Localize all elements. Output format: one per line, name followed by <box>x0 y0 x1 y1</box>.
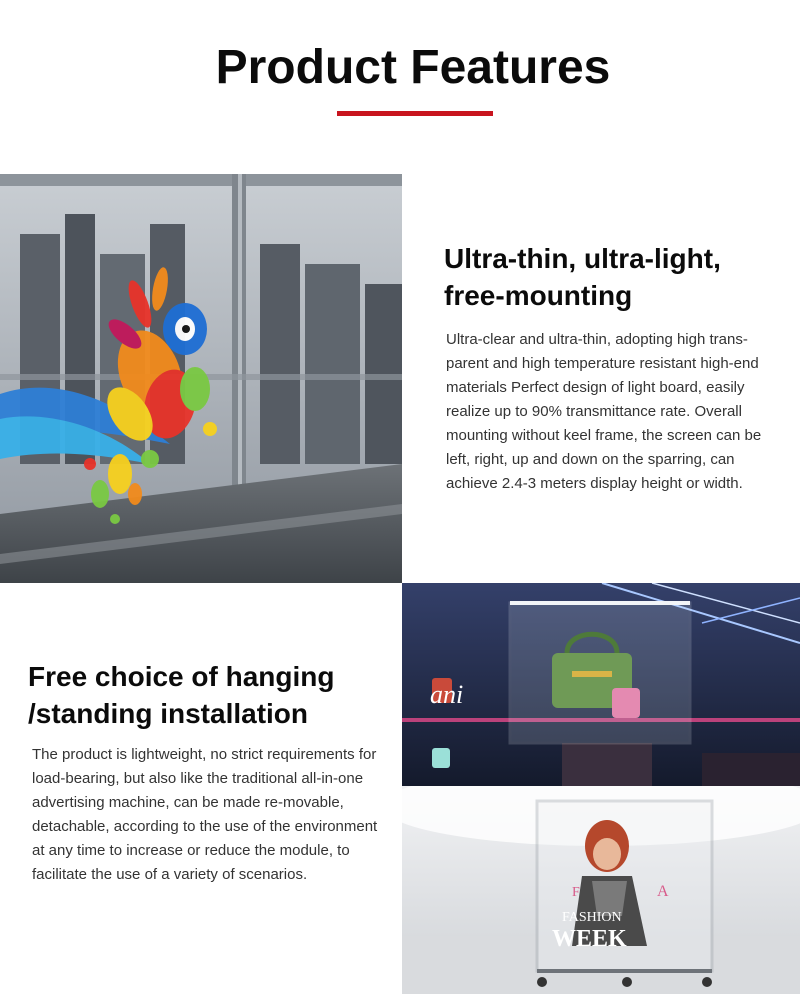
svg-text:F: F <box>572 885 580 900</box>
feature-description-installation: The product is lightweight, no strict requirements for load-bearing, but also like the traditional all-in-one advertising machine, can be made re-movable, detachable, according to the use of the environment at any time to increase or reduce the module, to facilitate the use of a variety of scenarios. <box>32 746 378 883</box>
feature-title-line: Free choice of hanging <box>28 661 335 692</box>
feature-description-ultra-thin: Ultra-clear and ultra-thin, adopting high trans-parent and high temperature resistant high-end materials Perfect design of light board, easily realize up to 90% transmittance rate. Overall mounting without keel frame, the screen can be left, right, up and down on the sparring, can achieve 2.4-3 meters display height or width. <box>446 331 762 492</box>
week-text: WEEK <box>552 926 627 952</box>
feature-title-line: /standing installation <box>28 698 309 729</box>
standing-display-mall-photo <box>402 786 800 994</box>
store-sign-text: ani <box>430 680 464 709</box>
svg-text:A: A <box>657 883 669 900</box>
feature-title-ultra-thin <box>444 240 784 314</box>
title-underline <box>337 111 493 116</box>
page-title: Product Features <box>215 41 611 94</box>
feature-title-line: free-mounting <box>444 280 633 311</box>
glass-window-led-film-photo <box>0 174 402 583</box>
hanging-display-store-photo <box>402 583 800 786</box>
fashion-text: FASHION <box>562 910 622 925</box>
feature-title-line: Ultra-thin, ultra-light, <box>444 243 721 274</box>
feature-title-installation <box>28 658 388 732</box>
